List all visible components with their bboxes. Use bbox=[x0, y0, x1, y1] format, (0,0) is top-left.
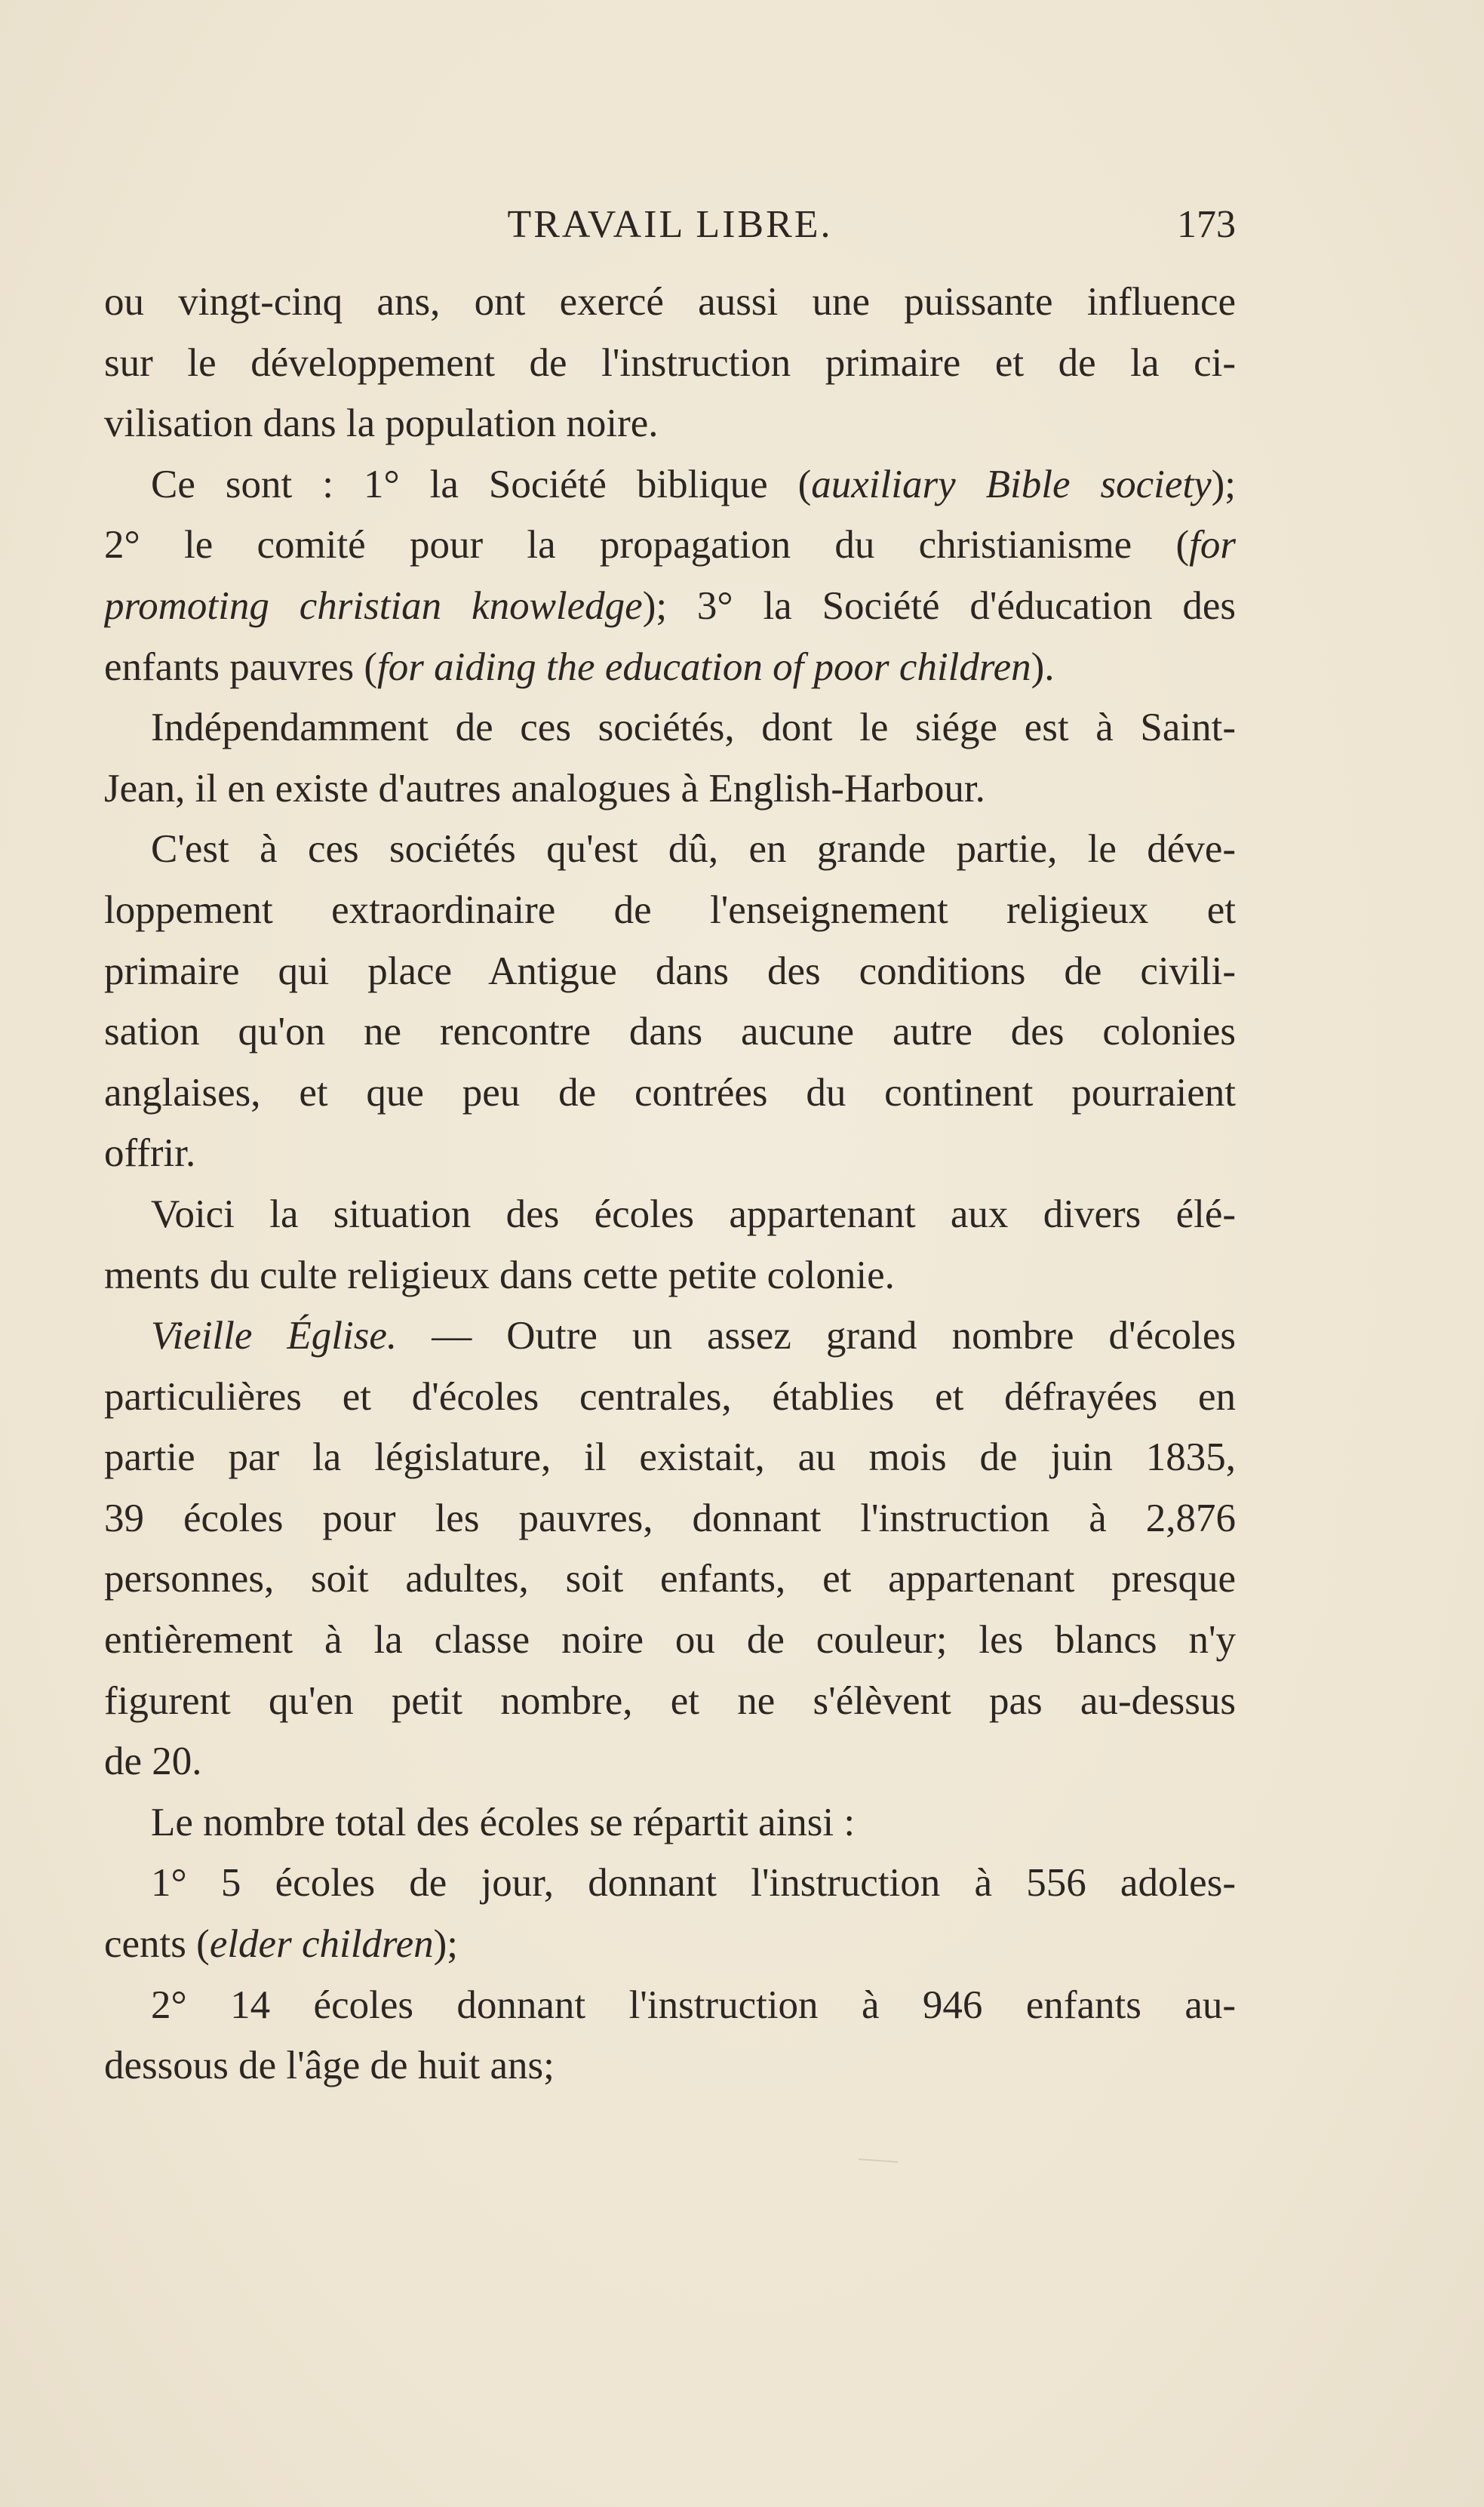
text-line bbox=[104, 1853, 1236, 1914]
text-run: sation qu'on ne rencontre dans aucune autre des colonies bbox=[104, 1010, 1236, 1054]
text-line bbox=[104, 1488, 1236, 1549]
text-run: ou vingt-cinq ans, ont exercé aussi une puissante influence bbox=[104, 280, 1236, 324]
text-line bbox=[104, 1001, 1236, 1063]
text-line bbox=[104, 454, 1236, 515]
text-run: offrir. bbox=[104, 1131, 196, 1176]
text-run: figurent qu'en petit nombre, et ne s'élèvent pas au-dessus bbox=[104, 1678, 1236, 1723]
text-line bbox=[104, 758, 1236, 820]
text-run: 1° 5 écoles de jour, donnant l'instruction à 556 adoles- bbox=[151, 1861, 1236, 1906]
text-run: 2° le comité pour la propagation du christianisme ( bbox=[104, 523, 1190, 568]
running-head-title: TRAVAIL LIBRE. bbox=[507, 203, 833, 246]
running-head bbox=[104, 202, 1236, 255]
text-run: ); bbox=[1211, 462, 1236, 506]
text-run: ); bbox=[433, 1922, 458, 1967]
text-line bbox=[104, 515, 1236, 576]
text-run: loppement extraordinaire de l'enseignement religieux et bbox=[104, 887, 1236, 932]
text-line bbox=[104, 1549, 1236, 1610]
italic-run: for bbox=[1189, 523, 1236, 568]
italic-run: auxiliary Bible society bbox=[811, 462, 1212, 506]
text-line bbox=[104, 1245, 1236, 1306]
text-line bbox=[104, 1184, 1236, 1245]
text-line bbox=[104, 1610, 1236, 1671]
italic-run: elder children bbox=[209, 1922, 434, 1967]
text-line bbox=[104, 393, 1236, 454]
text-run: 2° 14 écoles donnant l'instruction à 946 enfants au- bbox=[151, 1983, 1236, 2027]
text-line bbox=[104, 576, 1236, 637]
text-line bbox=[104, 1063, 1236, 1124]
text-run: Voici la situation des écoles appartenant aux divers élé- bbox=[151, 1192, 1236, 1236]
text-run: vilisation dans la population noire. bbox=[104, 401, 659, 446]
italic-run: Vieille Église. bbox=[151, 1314, 398, 1358]
text-run: ); 3° la Société d'éducation des bbox=[642, 583, 1236, 628]
text-run: de 20. bbox=[104, 1740, 202, 1784]
text-run: entièrement à la classe noire ou de couleur; les blancs n'y bbox=[104, 1618, 1236, 1663]
text-run: Ce sont : 1° la Société biblique ( bbox=[151, 462, 812, 506]
text-line bbox=[104, 880, 1236, 941]
text-run: personnes, soit adultes, soit enfants, et appartenant presque bbox=[104, 1557, 1236, 1601]
text-line bbox=[104, 1914, 1236, 1975]
text-line bbox=[104, 2035, 1236, 2096]
text-run: ). bbox=[1031, 644, 1055, 689]
text-run: sur le développement de l'instruction primaire et de la ci- bbox=[104, 340, 1236, 385]
text-run: cents ( bbox=[104, 1922, 210, 1967]
text-run: primaire qui place Antigue dans des conditions de civili- bbox=[104, 949, 1236, 993]
italic-run: for aiding the education of poor children bbox=[377, 644, 1031, 689]
text-line bbox=[104, 819, 1236, 880]
text-run: anglaises, et que peu de contrées du continent pourraient bbox=[104, 1070, 1236, 1115]
text-line bbox=[104, 1975, 1236, 2036]
text-run: — Outre un assez grand nombre d'écoles bbox=[397, 1314, 1236, 1358]
text-run: Jean, il en existe d'autres analogues à English-Harbour. bbox=[104, 766, 985, 811]
text-line bbox=[104, 941, 1236, 1002]
text-line bbox=[104, 333, 1236, 394]
text-line bbox=[104, 272, 1236, 333]
text-line bbox=[104, 1731, 1236, 1792]
text-line bbox=[104, 1792, 1236, 1853]
text-line bbox=[104, 1367, 1236, 1428]
page-number: 173 bbox=[1177, 203, 1236, 246]
text-run: ments du culte religieux dans cette petite colonie. bbox=[104, 1253, 895, 1297]
decorative-rule bbox=[859, 2158, 898, 2163]
text-line bbox=[104, 697, 1236, 758]
text-line bbox=[104, 1123, 1236, 1184]
text-run: C'est à ces sociétés qu'est dû, en grande partie, le déve- bbox=[151, 827, 1236, 872]
text-line bbox=[104, 1427, 1236, 1488]
text-line bbox=[104, 1306, 1236, 1367]
text-run: Indépendamment de ces sociétés, dont le siége est à Saint- bbox=[151, 706, 1236, 750]
text-run: particulières et d'écoles centrales, établies et défrayées en bbox=[104, 1374, 1236, 1419]
italic-run: promoting christian knowledge bbox=[104, 583, 643, 628]
text-run: partie par la législature, il existait, au mois de juin 1835, bbox=[104, 1435, 1236, 1480]
body-text bbox=[104, 272, 1236, 2096]
text-run: enfants pauvres ( bbox=[104, 644, 378, 689]
text-line bbox=[104, 1671, 1236, 1732]
text-run: dessous de l'âge de huit ans; bbox=[104, 2044, 555, 2088]
text-line bbox=[104, 637, 1236, 698]
text-run: Le nombre total des écoles se répartit ainsi : bbox=[151, 1800, 856, 1844]
text-run: 39 écoles pour les pauvres, donnant l'instruction à 2,876 bbox=[104, 1496, 1236, 1540]
